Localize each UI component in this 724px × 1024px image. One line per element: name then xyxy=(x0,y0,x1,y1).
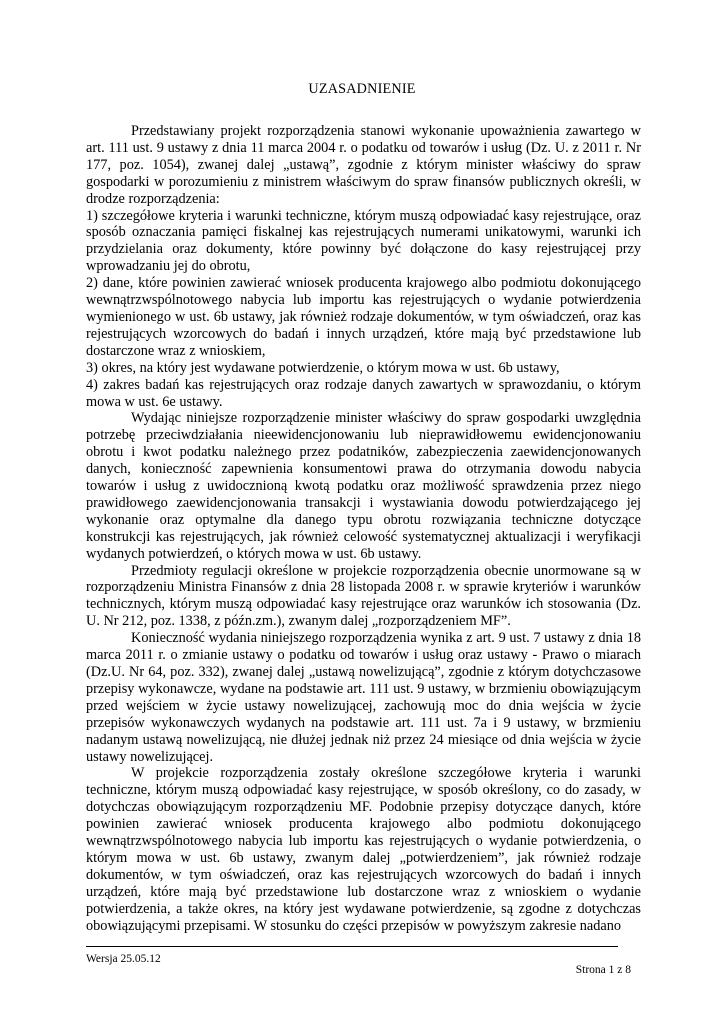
document-body xyxy=(86,123,641,935)
list-item-3: 3) okres, na który jest wydawane potwierdzenie, o którym mowa w ust. 6b ustawy, xyxy=(86,359,560,376)
paragraph-scope: W projekcie rozporządzenia zostały określone szczegółowe kryteria i warunki techniczne, którym muszą odpowiadać kasy rejestrujące, w sposób określony, co do zasady, w dotychczas obowiązującym rozporządzeniu MF. Podobnie przepisy dotyczące danych, które powinien zawierać wniosek producenta krajowego albo podmiotu dokonującego wewnątrzwspólnotowego nabycia lub importu kas rejestrujących o wydanie potwierdzenia, o którym mowa w ust. 6b ustawy, zwanym dalej „potwierdzeniem”, jak również rodzaje dokumentów, w tym oświadczeń, oraz kas rejestrujących wzorcowych do badań i innych urządzeń, które mają być przedstawione lub dostarczone wraz z wnioskiem o wydanie potwierdzenia, a także okres, na który jest wydawane potwierdzenie, są zgodne z dotychczas obowiązującymi przepisami. W stosunku do części przepisów w powyższym zakresie nadano xyxy=(86,765,641,934)
paragraph-current-regulation: Przedmioty regulacji określone w projekcie rozporządzenia obecnie unormowane są w rozporządzeniu Ministra Finansów z dnia 28 listopada 2008 r. w sprawie kryteriów i warunków technicznych, którym muszą odpowiadać kasy rejestrujące oraz warunków ich stosowania (Dz. U. Nr 212, poz. 1338, z późn.zm.), zwanym dalej „rozporządzeniem MF”. xyxy=(86,562,641,630)
list-item-4: 4) zakres badań kas rejestrujących oraz rodzaje danych zawartych w sprawozdaniu, o którym mowa w ust. 6e ustawy. xyxy=(86,376,641,410)
list-item-1: 1) szczegółowe kryteria i warunki techniczne, którym muszą odpowiadać kasy rejestrujące, oraz sposób oznaczania pamięci fiskalnej kas rejestrujących numerami unikatowymi, warunki ich przydzielania oraz dokumenty, które powinny być dołączone do kasy rejestrującej przy wprowadzaniu jej do obrotu, xyxy=(86,207,641,275)
footer-divider xyxy=(86,946,618,947)
document-title: UZASADNIENIE xyxy=(308,81,416,97)
paragraph-necessity: Konieczność wydania niniejszego rozporządzenia wynika z art. 9 ust. 7 ustawy z dnia 18 marca 2011 r. o zmianie ustawy o podatku od towarów i usług oraz ustawy - Prawo o miarach (Dz.U. Nr 64, poz. 332), zwanej dalej „ustawą nowelizującą”, zgodnie z którym dotychczasowe przepisy wykonawcze, wydane na podstawie art. 111 ust. 9 ustawy, w brzmieniu obowiązującym przed wejściem w życie ustawy nowelizującej, zachowują moc do dnia wejścia w życie przepisów wykonawczych wydanych na podstawie art. 111 ust. 7a i 9 ustawy, w brzmieniu nadanym ustawą nowelizującą, nie dłużej jednak niż przez 24 miesiące od dnia wejścia w życie ustawy nowelizującej. xyxy=(86,630,641,765)
list-item-2: 2) dane, które powinien zawierać wniosek producenta krajowego albo podmiotu dokonującego wewnątrzwspólnotowego nabycia lub importu kas rejestrujących o wydanie potwierdzenia wymienionego w ust. 6b ustawy, jak również rodzaje dokumentów, w tym oświadczeń, oraz kas rejestrujących wzorcowych do badań i innych urządzeń, które mają być przedstawione lub dostarczone wraz z wnioskiem, xyxy=(86,275,641,359)
footer-version: Wersja 25.05.12 xyxy=(86,953,161,965)
footer-page-number: Strona 1 z 8 xyxy=(575,964,631,976)
paragraph-considerations: Wydając niniejsze rozporządzenie minister właściwy do spraw gospodarki uwzględnia potrzebę przeciwdziałania nieewidencjonowaniu lub nieprawidłowemu ewidencjonowaniu obrotu i kwot podatku należnego przez podatników, zabezpieczenia zaewidencjonowanych danych, konieczność zapewnienia konsumentowi prawa do otrzymania dowodu nabycia towarów i usług z uwidocznioną kwotą podatku oraz możliwość sprawdzenia przez niego prawidłowego zaewidencjonowania transakcji i wystawiania dowodu potwierdzającego jej wykonanie oraz optymalne dla danego typu obrotu rozwiązania techniczne dotyczące konstrukcji kas rejestrujących, jak również celowość systematycznej aktualizacji i weryfikacji wydanych potwierdzeń, o których mowa w ust. 6b ustawy. xyxy=(86,410,641,562)
paragraph-intro: Przedstawiany projekt rozporządzenia stanowi wykonanie upoważnienia zawartego w art. 111 ust. 9 ustawy z dnia 11 marca 2004 r. o podatku od towarów i usług (Dz. U. z 2011 r. Nr 177, poz. 1054), zwanej dalej „ustawą”, zgodnie z którym minister właściwy do spraw gospodarki w porozumieniu z ministrem właściwym do spraw finansów publicznych określi, w drodze rozporządzenia: xyxy=(86,123,641,207)
